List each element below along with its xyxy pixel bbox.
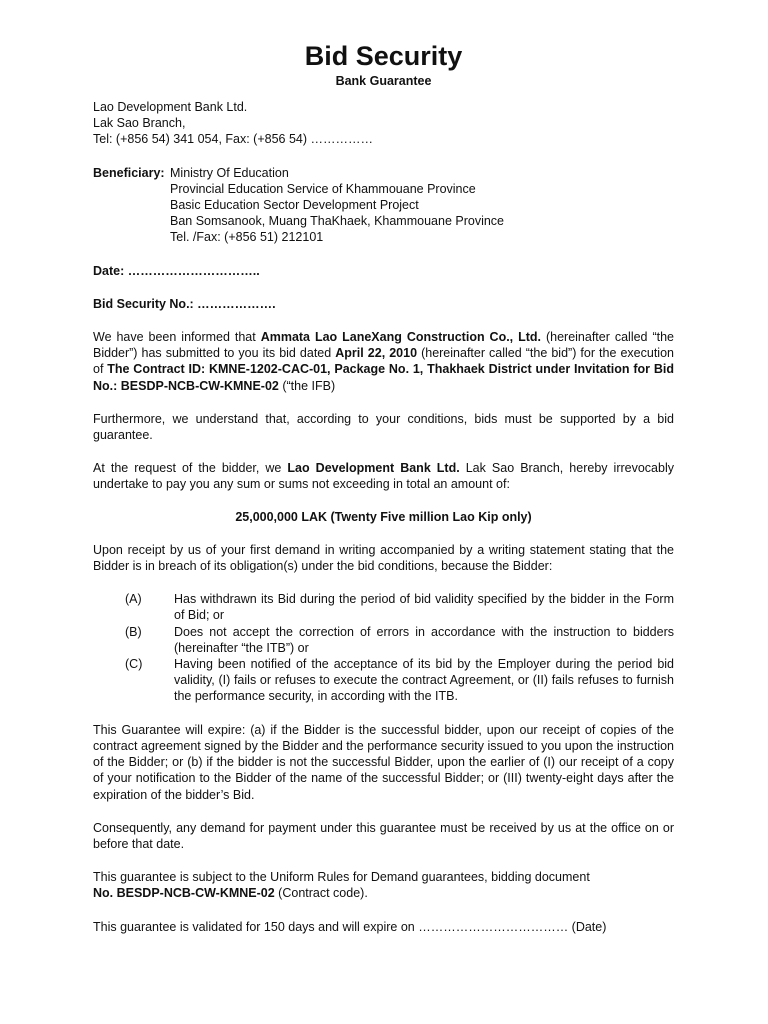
contract-id: The Contract ID: KMNE-1202-CAC-01, Package No. 1, Thakhaek District under Invitation for Bid No.: BESDP-NCB-CW-KMNE-02: [93, 362, 674, 393]
bidding-document-number: No. BESDP-NCB-CW-KMNE-02: [93, 886, 275, 901]
guarantor-bank: Lao Development Bank Ltd.: [287, 461, 460, 476]
paragraph-validity: This guarantee is validated for 150 days and will expire on ……………………………… (Date): [93, 919, 607, 934]
bank-address: [93, 99, 674, 148]
paragraph-uniform-rules: This guarantee is subject to the Uniform Rules for Demand guarantees, bidding document No. BESDP-NCB-CW-KMNE-02 (Contract code).: [93, 870, 590, 901]
bid-date: April 22, 2010: [335, 346, 418, 361]
beneficiary-line: Ministry Of Education: [170, 165, 289, 180]
condition-label: (B): [125, 624, 142, 639]
condition-text: Has withdrawn its Bid during the period of bid validity specified by the bidder in the Form of Bid; or: [174, 592, 674, 623]
condition-label: (C): [125, 657, 143, 672]
date-line: Date: …………………………..: [93, 263, 260, 278]
paragraph-consequently: Consequently, any demand for payment under this guarantee must be received by us at the office on or before that date.: [93, 820, 674, 851]
paragraph-furthermore: Furthermore, we understand that, according to your conditions, bids must be supported by a bid guarantee.: [93, 411, 674, 443]
condition-label: (A): [125, 592, 142, 607]
condition-text: Having been notified of the acceptance of its bid by the Employer during the period bid validity, (I) fails or refuses to execute the contract Agreement, or (II) fails refuses to furnish the performance security, in according with the ITB.: [174, 657, 674, 704]
bank-name: Lao Development Bank Ltd.: [93, 100, 248, 114]
bank-branch: Lak Sao Branch,: [93, 116, 186, 131]
paragraph-demand: Upon receipt by us of your first demand in writing accompanied by a writing statement stating that the Bidder is in breach of its obligation(s) under the bid conditions, because the Bidder:: [93, 542, 674, 574]
bidder-name: Ammata Lao LaneXang Construction Co., Ltd.: [260, 330, 542, 345]
guarantee-amount: 25,000,000 LAK (Twenty Five million Lao Kip only): [235, 509, 532, 524]
condition-item: [93, 656, 674, 705]
beneficiary-line: Tel. /Fax: (+856 51) 212101: [170, 230, 324, 245]
condition-item: [93, 624, 674, 656]
document-title: Bid Security: [304, 41, 463, 71]
document-subtitle: Bank Guarantee: [335, 74, 432, 88]
paragraph-expiry: This Guarantee will expire: (a) if the Bidder is the successful bidder, upon our receipt of copies of the contract agreement signed by the Bidder and the performance security issued to you upon the instruction of the Bidder; or (b) if the bidder is not the successful Bidder, upon the earlier of (I) our receipt of a copy of your notification to the Bidder of the name of the successful Bidder; or (III) twenty-eight days after the expiration of the bidder’s Bid.: [93, 722, 674, 802]
beneficiary-line: Ban Somsanook, Muang ThaKhaek, Khammouane Province: [170, 214, 504, 229]
beneficiary-line: Provincial Education Service of Khammouane Province: [170, 181, 476, 196]
condition-item: [93, 591, 674, 623]
beneficiary-line: Basic Education Sector Development Project: [170, 198, 419, 213]
beneficiary-block: [93, 165, 674, 246]
paragraph-informed: We have been informed that Ammata Lao LaneXang Construction Co., Ltd. (hereinafter called “the Bidder”) has submitted to you its bid dated April 22, 2010 (hereinafter called “the bid”) for the execution of The Contract ID: KMNE-1202-CAC-01, Package No. 1, Thakhaek District under Invitation for Bid No.: BESDP-NCB-CW-KMNE-02 (“the IFB): [93, 330, 674, 393]
condition-text: Does not accept the correction of errors in accordance with the instruction to bidders (hereinafter “the ITB”) or: [174, 624, 674, 655]
bank-contact: Tel: (+856 54) 341 054, Fax: (+856 54) ……………: [93, 132, 373, 147]
bid-security-number: Bid Security No.: ……………….: [93, 296, 276, 311]
paragraph-request: At the request of the bidder, we Lao Development Bank Ltd. Lak Sao Branch, hereby irrevocably undertake to pay you any sum or sums not exceeding in total an amount of:: [93, 461, 674, 492]
condition-list: [93, 591, 674, 704]
beneficiary-label: Beneficiary:: [93, 165, 165, 180]
